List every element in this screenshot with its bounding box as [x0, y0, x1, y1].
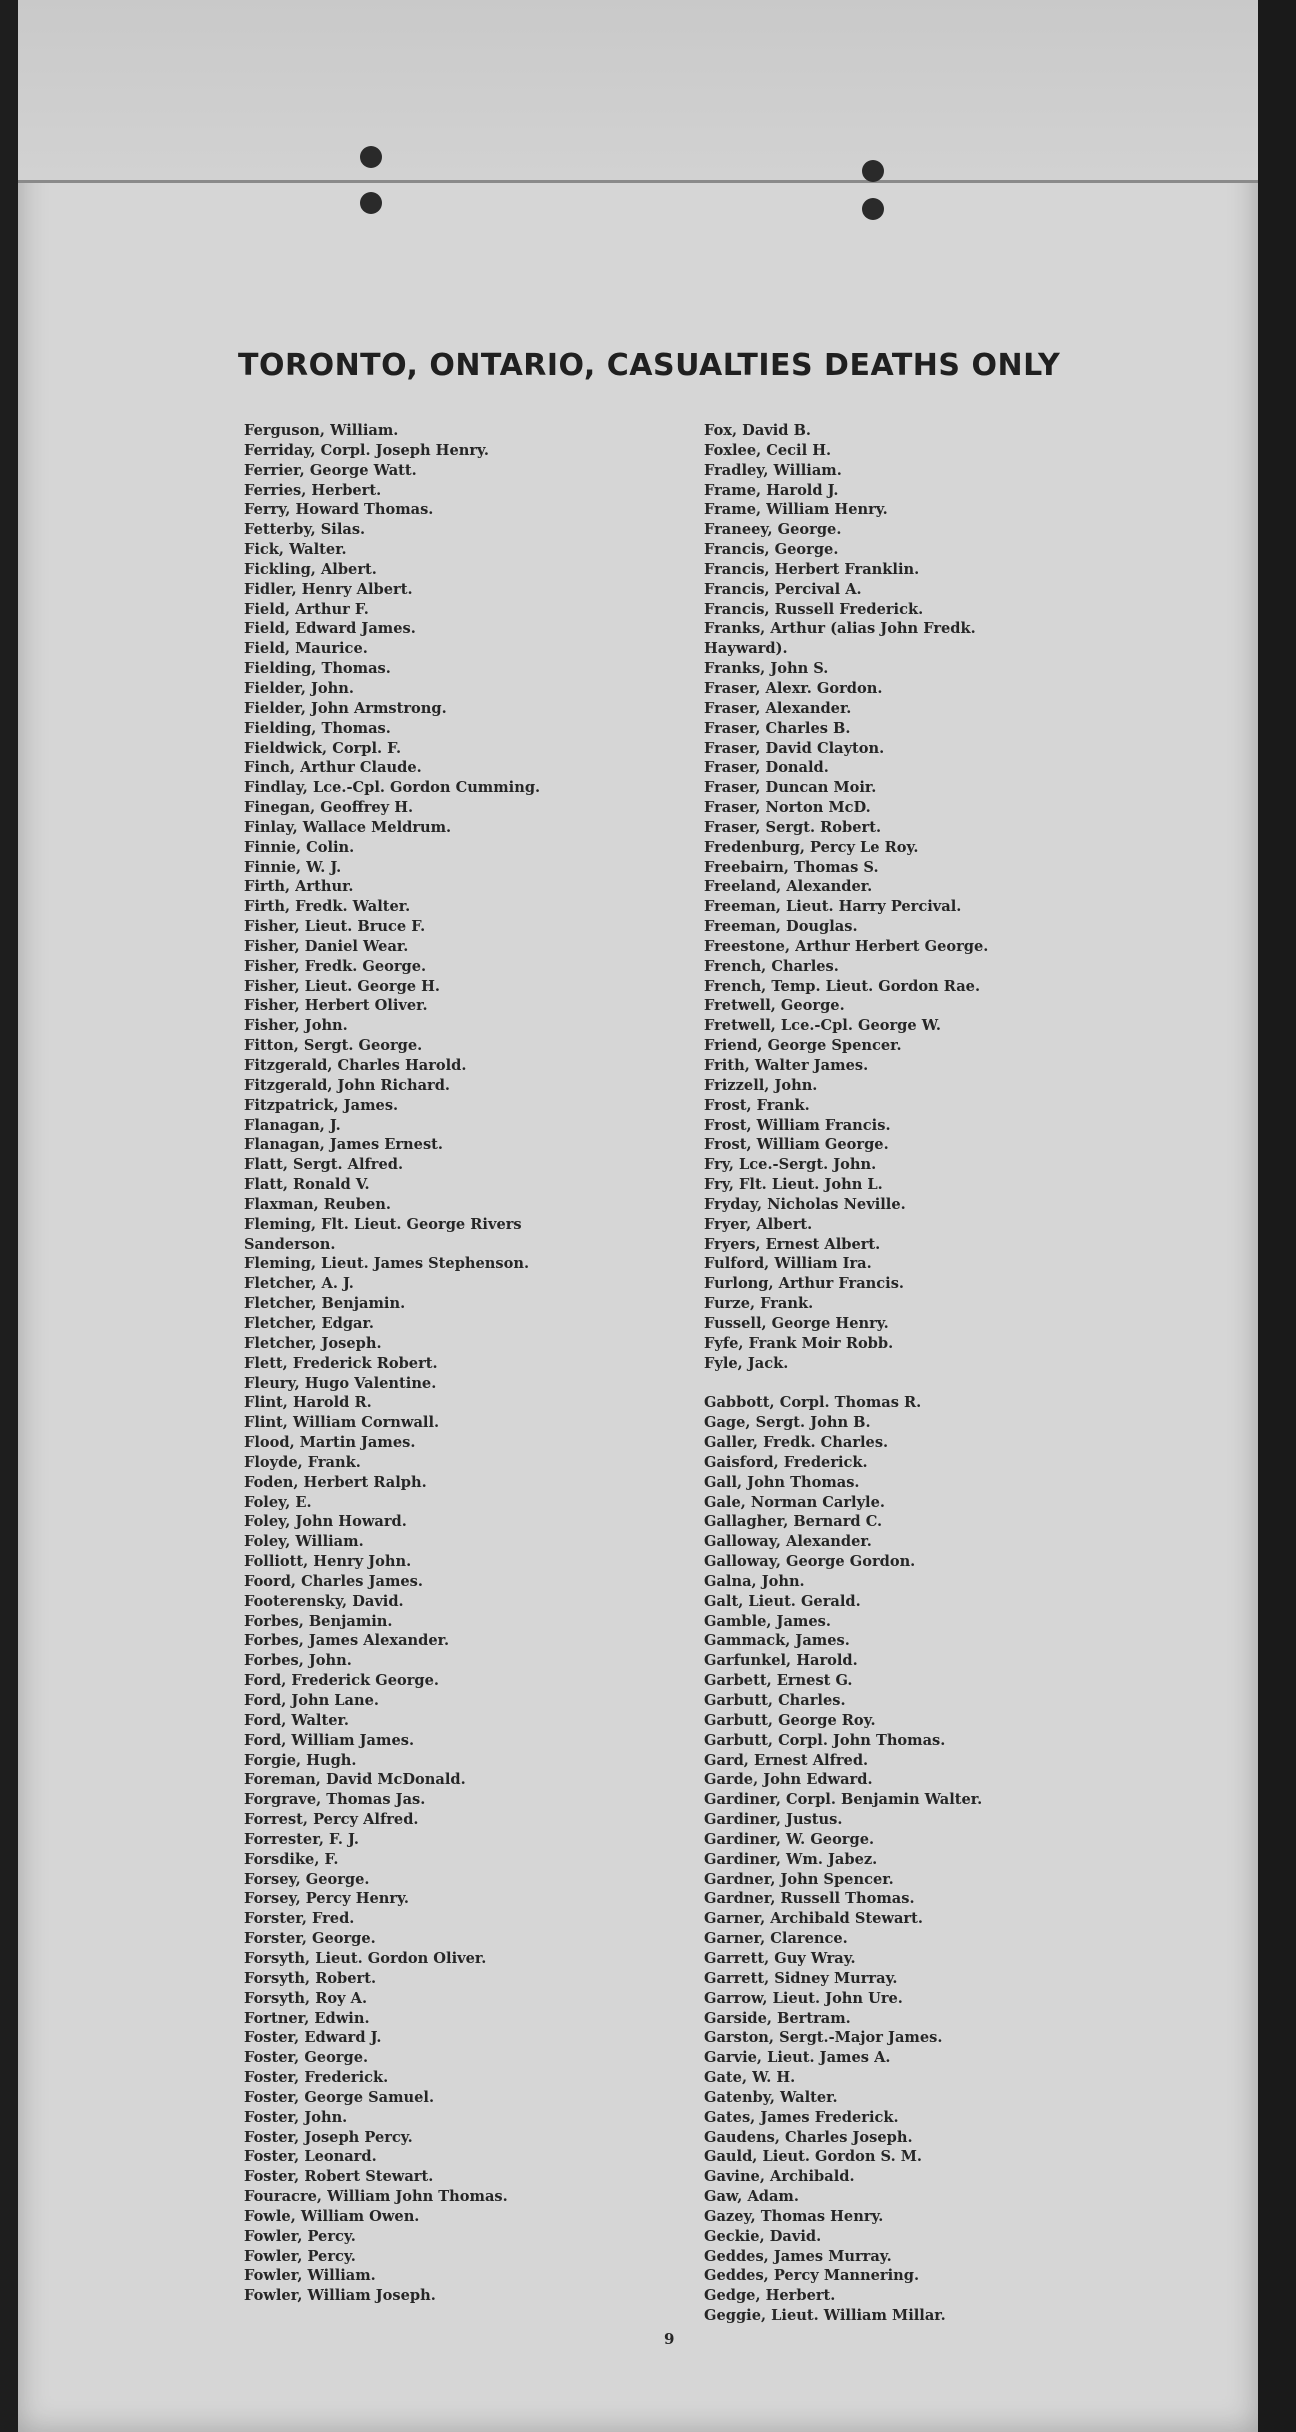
casualty-entry: Floyde, Frank. — [244, 1453, 361, 1471]
binder-strip — [18, 0, 1258, 183]
casualty-entry: Gaw, Adam. — [704, 2188, 799, 2206]
casualty-entry: Finegan, Geoffrey H. — [244, 799, 414, 817]
casualty-entry: Fielding, Thomas. — [244, 660, 391, 678]
casualty-entry: Finnie, W. J. — [244, 858, 342, 876]
casualty-entry: Ford, Frederick George. — [244, 1672, 439, 1690]
casualty-entry: Field, Edward James. — [244, 620, 416, 638]
casualty-entry: Foreman, David McDonald. — [244, 1771, 466, 1789]
casualty-entry: Fortner, Edwin. — [244, 2009, 370, 2027]
casualty-entry: Forsey, George. — [244, 1870, 370, 1888]
casualty-entry: Footerensky, David. — [244, 1592, 404, 1610]
casualty-entry: Foden, Herbert Ralph. — [244, 1473, 427, 1491]
casualty-entry: Garrett, Sidney Murray. — [704, 1969, 898, 1987]
casualty-entry: Galloway, George Gordon. — [704, 1553, 916, 1571]
casualty-entry: Garrett, Guy Wray. — [704, 1949, 856, 1967]
casualty-entry: Findlay, Lce.-Cpl. Gordon Cumming. — [244, 779, 541, 797]
casualty-entry: Frost, Frank. — [704, 1096, 810, 1114]
casualty-entry: Fraser, David Clayton. — [704, 739, 885, 757]
casualty-entry: Fetterby, Silas. — [244, 521, 366, 539]
punch-hole — [360, 146, 382, 168]
casualty-entry: Geddes, Percy Mannering. — [704, 2267, 920, 2285]
casualty-entry: Fickling, Albert. — [244, 560, 377, 578]
casualty-entry: Frost, William George. — [704, 1136, 889, 1154]
casualty-entry: Forrest, Percy Alfred. — [244, 1811, 419, 1829]
casualty-entry: Gardner, John Spencer. — [704, 1870, 894, 1888]
casualty-entry: Gale, Norman Carlyle. — [704, 1493, 885, 1511]
casualty-entry: Flint, Harold R. — [244, 1394, 372, 1412]
casualty-entry: Gardiner, W. George. — [704, 1830, 875, 1848]
casualty-entry: Fretwell, Lce.-Cpl. George W. — [704, 1017, 941, 1035]
casualty-entry: Garbett, Ernest G. — [704, 1672, 853, 1690]
casualty-entry: Fletcher, Edgar. — [244, 1314, 374, 1332]
casualty-entry: Fraser, Norton McD. — [704, 799, 871, 817]
casualty-entry: Garside, Bertram. — [704, 2009, 851, 2027]
casualty-entry: Fretwell, George. — [704, 997, 845, 1015]
casualty-entry: Fyle, Jack. — [704, 1354, 789, 1372]
casualty-entry: Fisher, Daniel Wear. — [244, 937, 409, 955]
casualty-entry: Fry, Flt. Lieut. John L. — [704, 1176, 883, 1194]
punch-hole — [862, 160, 884, 182]
casualty-entry: Gammack, James. — [704, 1632, 850, 1650]
casualty-entry: Gallagher, Bernard C. — [704, 1513, 883, 1531]
casualty-entry: Gate, W. H. — [704, 2069, 796, 2087]
casualty-entry: Flint, William Cornwall. — [244, 1414, 440, 1432]
casualty-entry: Fisher, John. — [244, 1017, 348, 1035]
casualty-entry: Galloway, Alexander. — [704, 1533, 872, 1551]
punch-hole — [360, 192, 382, 214]
casualty-entry: Fitton, Sergt. George. — [244, 1037, 423, 1055]
right-column — [704, 421, 1074, 2326]
casualty-entry: Garbutt, Corpl. John Thomas. — [704, 1731, 946, 1749]
casualty-entry: Fisher, Lieut. Bruce F. — [244, 918, 426, 936]
casualty-entry: Flatt, Sergt. Alfred. — [244, 1156, 404, 1174]
casualty-entry: Fraser, Duncan Moir. — [704, 779, 877, 797]
casualty-entry: Garner, Clarence. — [704, 1930, 848, 1948]
casualty-entry: Freeman, Lieut. Harry Percival. — [704, 898, 962, 916]
casualty-entry: Fraser, Charles B. — [704, 719, 851, 737]
casualty-entry: Foley, E. — [244, 1493, 312, 1511]
casualty-entry: Fowle, William Owen. — [244, 2207, 420, 2225]
casualty-entry: Franks, John S. — [704, 660, 829, 678]
casualty-entry: Frith, Walter James. — [704, 1057, 869, 1074]
casualty-entry: Fielder, John. — [244, 679, 354, 697]
casualty-entry: Forbes, John. — [244, 1652, 352, 1670]
casualty-entry: Gatenby, Walter. — [704, 2088, 838, 2106]
casualty-entry: Fletcher, A. J. — [244, 1275, 354, 1293]
casualty-entry: Ferries, Herbert. — [244, 481, 382, 499]
casualty-entry: Fraser, Sergt. Robert. — [704, 818, 882, 836]
casualty-entry: Garbutt, George Roy. — [704, 1711, 876, 1729]
casualty-entry: Fredenburg, Percy Le Roy. — [704, 838, 919, 856]
casualty-entry: Forsdike, F. — [244, 1850, 339, 1868]
casualty-entry: Fowler, Percy. — [244, 2227, 356, 2245]
casualty-entry: Garrow, Lieut. John Ure. — [704, 1989, 903, 2007]
casualty-entry: Fussell, George Henry. — [704, 1314, 889, 1332]
punch-hole — [862, 198, 884, 220]
casualty-entry: Flanagan, James Ernest. — [244, 1136, 443, 1154]
casualty-entry: Gauld, Lieut. Gordon S. M. — [704, 2148, 922, 2166]
casualty-entry: Fielder, John Armstrong. — [244, 699, 447, 717]
casualty-entry: Foster, Leonard. — [244, 2148, 377, 2166]
casualty-entry: Firth, Arthur. — [244, 878, 354, 896]
casualty-entry: Fryer, Albert. — [704, 1215, 813, 1233]
casualty-entry: Fitzpatrick, James. — [244, 1096, 399, 1114]
casualty-entry: Gedge, Herbert. — [704, 2287, 836, 2305]
casualty-entry: Hayward). — [704, 640, 788, 658]
left-column — [244, 421, 664, 2306]
casualty-entry: Forsyth, Lieut. Gordon Oliver. — [244, 1949, 487, 1967]
casualty-entry: Flett, Frederick Robert. — [244, 1354, 438, 1372]
casualty-entry: Fulford, William Ira. — [704, 1255, 872, 1273]
casualty-entry: Galt, Lieut. Gerald. — [704, 1592, 861, 1610]
casualty-entry: Forgrave, Thomas Jas. — [244, 1791, 426, 1809]
casualty-entry: Franeey, George. — [704, 521, 842, 539]
casualty-entry: Fletcher, Joseph. — [244, 1334, 382, 1352]
casualty-entry: Forsyth, Roy A. — [244, 1989, 368, 2007]
casualty-entry: Ford, Walter. — [244, 1711, 349, 1729]
casualty-entry: Gardner, Russell Thomas. — [704, 1890, 915, 1908]
casualty-entry: Ferriday, Corpl. Joseph Henry. — [244, 441, 489, 459]
casualty-entry: Firth, Fredk. Walter. — [244, 898, 411, 916]
casualty-entry: Fryers, Ernest Albert. — [704, 1235, 881, 1253]
casualty-entry: Francis, Russell Frederick. — [704, 600, 924, 618]
casualty-entry: Gard, Ernest Alfred. — [704, 1751, 869, 1769]
casualty-entry: Foster, John. — [244, 2108, 348, 2126]
casualty-entry: Geckie, David. — [704, 2227, 822, 2245]
casualty-entry: Freestone, Arthur Herbert George. — [704, 937, 989, 955]
casualty-entry: Foster, Joseph Percy. — [244, 2128, 413, 2146]
casualty-entry: Forgie, Hugh. — [244, 1751, 357, 1769]
casualty-entry: Fowler, William Joseph. — [244, 2287, 436, 2305]
casualty-entry: Forsey, Percy Henry. — [244, 1890, 409, 1908]
casualty-entry: Garde, John Edward. — [704, 1771, 873, 1789]
casualty-entry: Field, Maurice. — [244, 640, 368, 658]
casualty-entry: Ferrier, George Watt. — [244, 461, 417, 479]
casualty-entry: Garvie, Lieut. James A. — [704, 2049, 891, 2067]
casualty-entry: Garbutt, Charles. — [704, 1692, 846, 1709]
casualty-entry: Gall, John Thomas. — [704, 1473, 860, 1491]
casualty-entry: Fisher, Herbert Oliver. — [244, 997, 428, 1015]
casualty-entry: Fisher, Fredk. George. — [244, 957, 427, 975]
casualty-entry: Foster, Robert Stewart. — [244, 2168, 434, 2186]
casualty-entry: Gavine, Archibald. — [704, 2168, 855, 2186]
casualty-entry: Gardiner, Wm. Jabez. — [704, 1850, 878, 1868]
casualty-entry: Fleury, Hugo Valentine. — [244, 1374, 437, 1392]
casualty-entry: Finlay, Wallace Meldrum. — [244, 818, 452, 836]
casualty-entry: Fleming, Flt. Lieut. George Rivers — [244, 1215, 522, 1233]
casualty-entry: Gaudens, Charles Joseph. — [704, 2128, 913, 2146]
casualty-entry: Forster, Fred. — [244, 1910, 355, 1928]
casualty-entry: Flaxman, Reuben. — [244, 1195, 391, 1213]
casualty-entry: Galler, Fredk. Charles. — [704, 1434, 889, 1452]
casualty-entry: Foster, George Samuel. — [244, 2088, 435, 2106]
casualty-entry: Fouracre, William John Thomas. — [244, 2188, 508, 2206]
casualty-entry: Fradley, William. — [704, 461, 842, 479]
casualty-entry: Ferguson, William. — [244, 422, 399, 439]
casualty-entry: Foord, Charles James. — [244, 1572, 423, 1590]
casualty-entry: Furlong, Arthur Francis. — [704, 1275, 904, 1293]
casualty-entry: Field, Arthur F. — [244, 600, 369, 618]
casualty-entry: Foley, John Howard. — [244, 1513, 407, 1531]
casualty-entry: Fidler, Henry Albert. — [244, 580, 413, 598]
casualty-entry: Ford, John Lane. — [244, 1692, 379, 1709]
casualty-entry: Freebairn, Thomas S. — [704, 858, 879, 876]
casualty-entry: Fowler, William. — [244, 2267, 376, 2285]
casualty-entry: French, Temp. Lieut. Gordon Rae. — [704, 977, 981, 995]
casualty-entry: Gaisford, Frederick. — [704, 1453, 868, 1471]
casualty-entry: Foley, William. — [244, 1533, 364, 1551]
casualty-entry: Forbes, Benjamin. — [244, 1612, 393, 1630]
casualty-entry: Fieldwick, Corpl. F. — [244, 739, 402, 757]
page-number: 9 — [664, 2330, 675, 2348]
casualty-entry: Gamble, James. — [704, 1612, 831, 1630]
document-page — [18, 0, 1258, 2432]
casualty-entry: Fryday, Nicholas Neville. — [704, 1195, 906, 1213]
casualty-entry: French, Charles. — [704, 957, 839, 975]
casualty-entry: Gates, James Frederick. — [704, 2108, 899, 2126]
casualty-entry: Forsyth, Robert. — [244, 1969, 377, 1987]
casualty-entry: Fletcher, Benjamin. — [244, 1295, 406, 1313]
casualty-entry: Fielding, Thomas. — [244, 719, 391, 737]
casualty-entry: Flatt, Ronald V. — [244, 1176, 370, 1194]
casualty-entry: Francis, George. — [704, 541, 839, 559]
casualty-entry: Geddes, James Murray. — [704, 2247, 892, 2265]
casualty-entry: Folliott, Henry John. — [244, 1553, 412, 1571]
casualty-entry: Foster, Frederick. — [244, 2069, 389, 2087]
casualty-entry: Fyfe, Frank Moir Robb. — [704, 1334, 894, 1352]
casualty-entry: Finch, Arthur Claude. — [244, 759, 422, 777]
casualty-entry: Frizzell, John. — [704, 1076, 818, 1094]
casualty-entry: Fisher, Lieut. George H. — [244, 977, 441, 995]
casualty-entry: Fry, Lce.-Sergt. John. — [704, 1156, 877, 1174]
casualty-entry: Fraser, Alexr. Gordon. — [704, 679, 883, 697]
casualty-entry: Forrester, F. J. — [244, 1830, 359, 1848]
casualty-entry: Flanagan, J. — [244, 1116, 341, 1134]
casualty-entry: Franks, Arthur (alias John Fredk. — [704, 620, 976, 638]
casualty-entry: Frame, Harold J. — [704, 481, 839, 499]
casualty-entry: Gabbott, Corpl. Thomas R. — [704, 1394, 922, 1412]
casualty-entry: Gardiner, Corpl. Benjamin Walter. — [704, 1791, 983, 1809]
casualty-entry: Freeman, Douglas. — [704, 918, 858, 936]
casualty-entry: Gage, Sergt. John B. — [704, 1414, 871, 1432]
casualty-entry: Fowler, Percy. — [244, 2247, 356, 2265]
casualty-entry: Fraser, Donald. — [704, 759, 829, 777]
casualty-entry: Francis, Herbert Franklin. — [704, 560, 920, 578]
casualty-entry: Foster, George. — [244, 2049, 369, 2067]
casualty-entry: Garfunkel, Harold. — [704, 1652, 858, 1670]
casualty-entry: Francis, Percival A. — [704, 580, 862, 598]
casualty-entry: Geggie, Lieut. William Millar. — [704, 2307, 946, 2325]
casualty-entry: Ferry, Howard Thomas. — [244, 501, 434, 519]
casualty-entry: Foster, Edward J. — [244, 2029, 382, 2047]
casualty-entry: Forbes, James Alexander. — [244, 1632, 450, 1650]
casualty-entry: Friend, George Spencer. — [704, 1037, 902, 1055]
casualty-entry: Flood, Martin James. — [244, 1434, 416, 1452]
casualty-entry: Garner, Archibald Stewart. — [704, 1910, 923, 1928]
casualty-entry: Frost, William Francis. — [704, 1116, 891, 1134]
section-gap — [704, 1374, 1074, 1394]
casualty-entry: Forster, George. — [244, 1930, 376, 1948]
page-edge — [1258, 0, 1296, 2432]
casualty-entry: Furze, Frank. — [704, 1295, 814, 1313]
casualty-entry: Galna, John. — [704, 1572, 805, 1590]
casualty-entry: Gardiner, Justus. — [704, 1811, 843, 1829]
page-title: TORONTO, ONTARIO, CASUALTIES DEATHS ONLY — [238, 348, 1061, 383]
bleed-through-text — [348, 0, 908, 30]
casualty-entry: Garston, Sergt.-Major James. — [704, 2029, 943, 2047]
casualty-entry: Fox, David B. — [704, 422, 811, 439]
casualty-entry: Fitzgerald, Charles Harold. — [244, 1057, 467, 1074]
casualty-entry: Fick, Walter. — [244, 541, 347, 559]
casualty-entry: Fitzgerald, John Richard. — [244, 1076, 451, 1094]
casualty-entry: Sanderson. — [244, 1235, 336, 1253]
casualty-entry: Frame, William Henry. — [704, 501, 888, 519]
casualty-entry: Finnie, Colin. — [244, 838, 355, 856]
casualty-entry: Gazey, Thomas Henry. — [704, 2207, 884, 2225]
casualty-entry: Freeland, Alexander. — [704, 878, 873, 896]
casualty-entry: Fraser, Alexander. — [704, 699, 852, 717]
casualty-entry: Fleming, Lieut. James Stephenson. — [244, 1255, 530, 1273]
casualty-entry: Ford, William James. — [244, 1731, 415, 1749]
casualty-entry: Foxlee, Cecil H. — [704, 441, 832, 459]
